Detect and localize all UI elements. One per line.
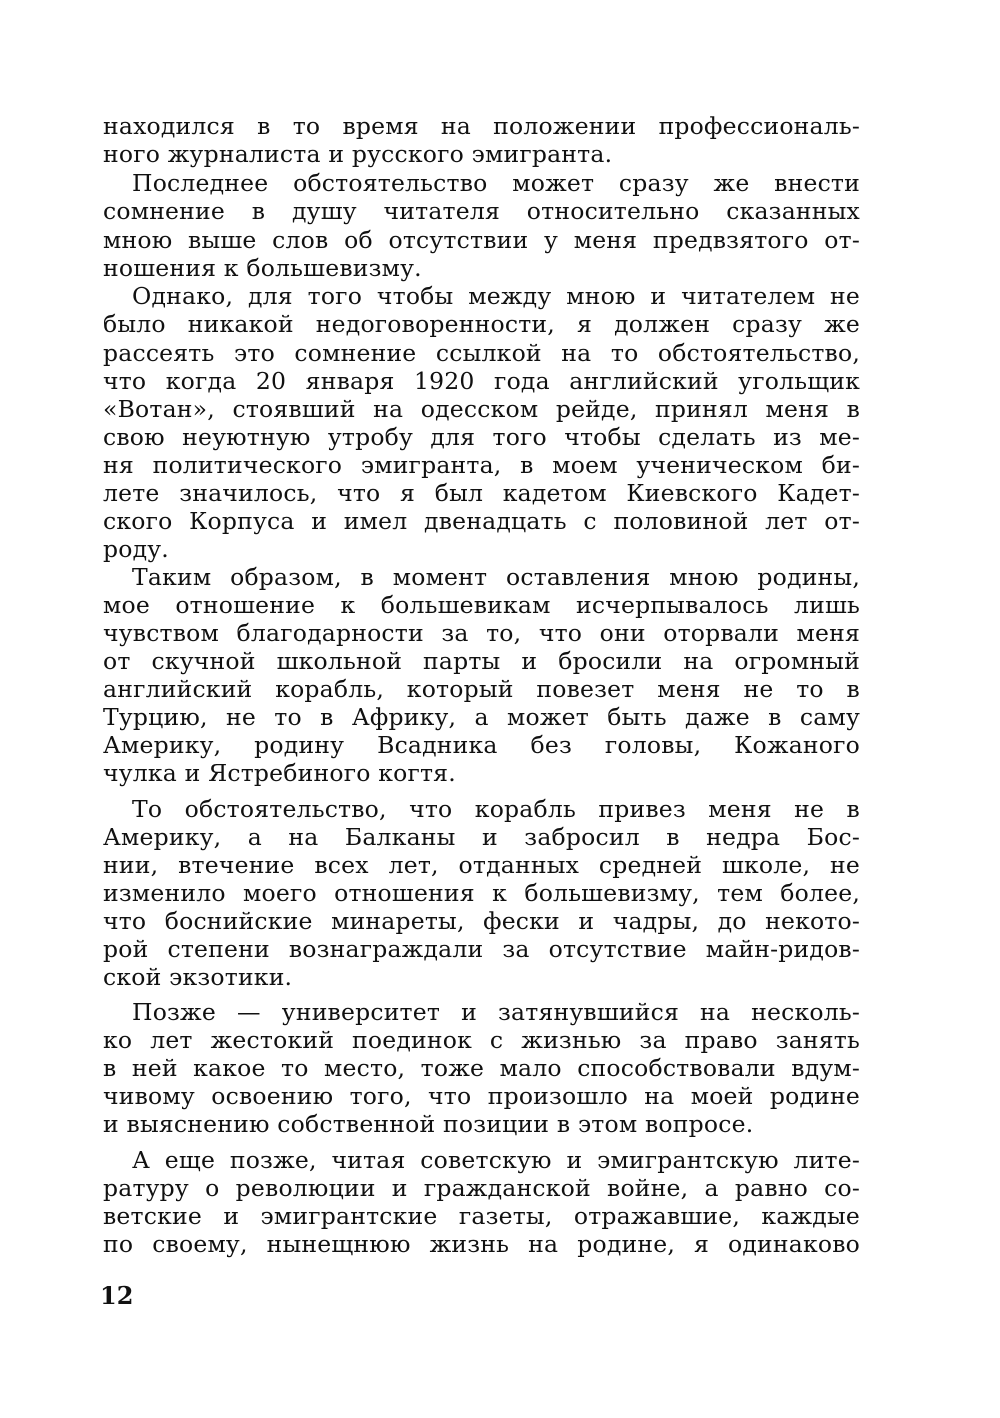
text-line: что боснийские минареты, фески и чадры, до некото-: [103, 907, 860, 935]
text-line: от скучной школьной парты и бросили на огромный: [103, 647, 860, 675]
text-line: в ней какое то место, тоже мало способствовали вдум-: [103, 1054, 860, 1082]
text-line: А еще позже, читая советскую и эмигрантскую лите-: [132, 1146, 860, 1174]
text-line: «Вотан», стоявший на одесском рейде, принял меня в: [103, 395, 860, 423]
text-line: ко лет жестокий поединок с жизнью за право занять: [103, 1026, 860, 1054]
text-line: ского Корпуса и имел двенадцать с половиной лет от-: [103, 507, 860, 535]
text-line: То обстоятельство, что корабль привез меня не в: [132, 795, 860, 823]
text-line: Позже — университет и затянувшийся на несколь-: [132, 998, 860, 1026]
page-number: 12: [100, 1281, 134, 1310]
text-line: ня политического эмигранта, в моем ученическом би-: [103, 451, 860, 479]
text-line: Однако, для того чтобы между мною и читателем не: [132, 282, 860, 310]
text-line: Турцию, не то в Африку, а может быть даже в саму: [103, 703, 860, 731]
text-line: нии, втечение всех лет, отданных средней школе, не: [103, 851, 860, 879]
text-line: мое отношение к большевикам исчерпывалось лишь: [103, 591, 860, 619]
text-line: по своему, нынещнюю жизнь на родине, я одинаково: [103, 1230, 860, 1258]
text-line: рой степени вознаграждали за отсутствие майн-ридов-: [103, 935, 860, 963]
text-line: свою неуютную утробу для того чтобы сделать из ме-: [103, 423, 860, 451]
text-line: мною выше слов об отсутствии у меня предвзятого от-: [103, 226, 860, 254]
text-line: чувством благодарности за то, что они оторвали меня: [103, 619, 860, 647]
text-line: Америку, родину Всадника без головы, Кожаного: [103, 731, 860, 759]
text-line: Последнее обстоятельство может сразу же внести: [132, 169, 860, 197]
text-line: Таким образом, в момент оставления мною родины,: [132, 563, 860, 591]
text-line: ношения к большевизму.: [103, 254, 422, 282]
text-line: роду.: [103, 535, 169, 563]
text-line: сомнение в душу читателя относительно сказанных: [103, 197, 860, 225]
text-line: и выяснению собственной позиции в этом вопросе.: [103, 1110, 754, 1138]
text-line: ской экзотики.: [103, 963, 293, 991]
text-line: лете значилось, что я был кадетом Киевского Кадет-: [103, 479, 860, 507]
text-line: английский корабль, который повезет меня не то в: [103, 675, 860, 703]
text-line: ратуру о революции и гражданской войне, а равно со-: [103, 1174, 860, 1202]
text-line: было никакой недоговоренности, я должен сразу же: [103, 310, 860, 338]
text-line: чивому освоению того, что произошло на моей родине: [103, 1082, 860, 1110]
text-line: ветские и эмигрантские газеты, отражавшие, каждые: [103, 1202, 860, 1230]
text-line: находился в то время на положении профессиональ-: [103, 112, 860, 140]
text-line: Америку, а на Балканы и забросил в недра Бос-: [103, 823, 860, 851]
text-line: что когда 20 января 1920 года английский угольщик: [103, 367, 860, 395]
text-line: чулка и Ястребиного когтя.: [103, 759, 456, 787]
text-line: ного журналиста и русского эмигранта.: [103, 140, 613, 168]
text-line: изменило моего отношения к большевизму, тем более,: [103, 879, 860, 907]
text-line: рассеять это сомнение ссылкой на то обстоятельство,: [103, 339, 860, 367]
